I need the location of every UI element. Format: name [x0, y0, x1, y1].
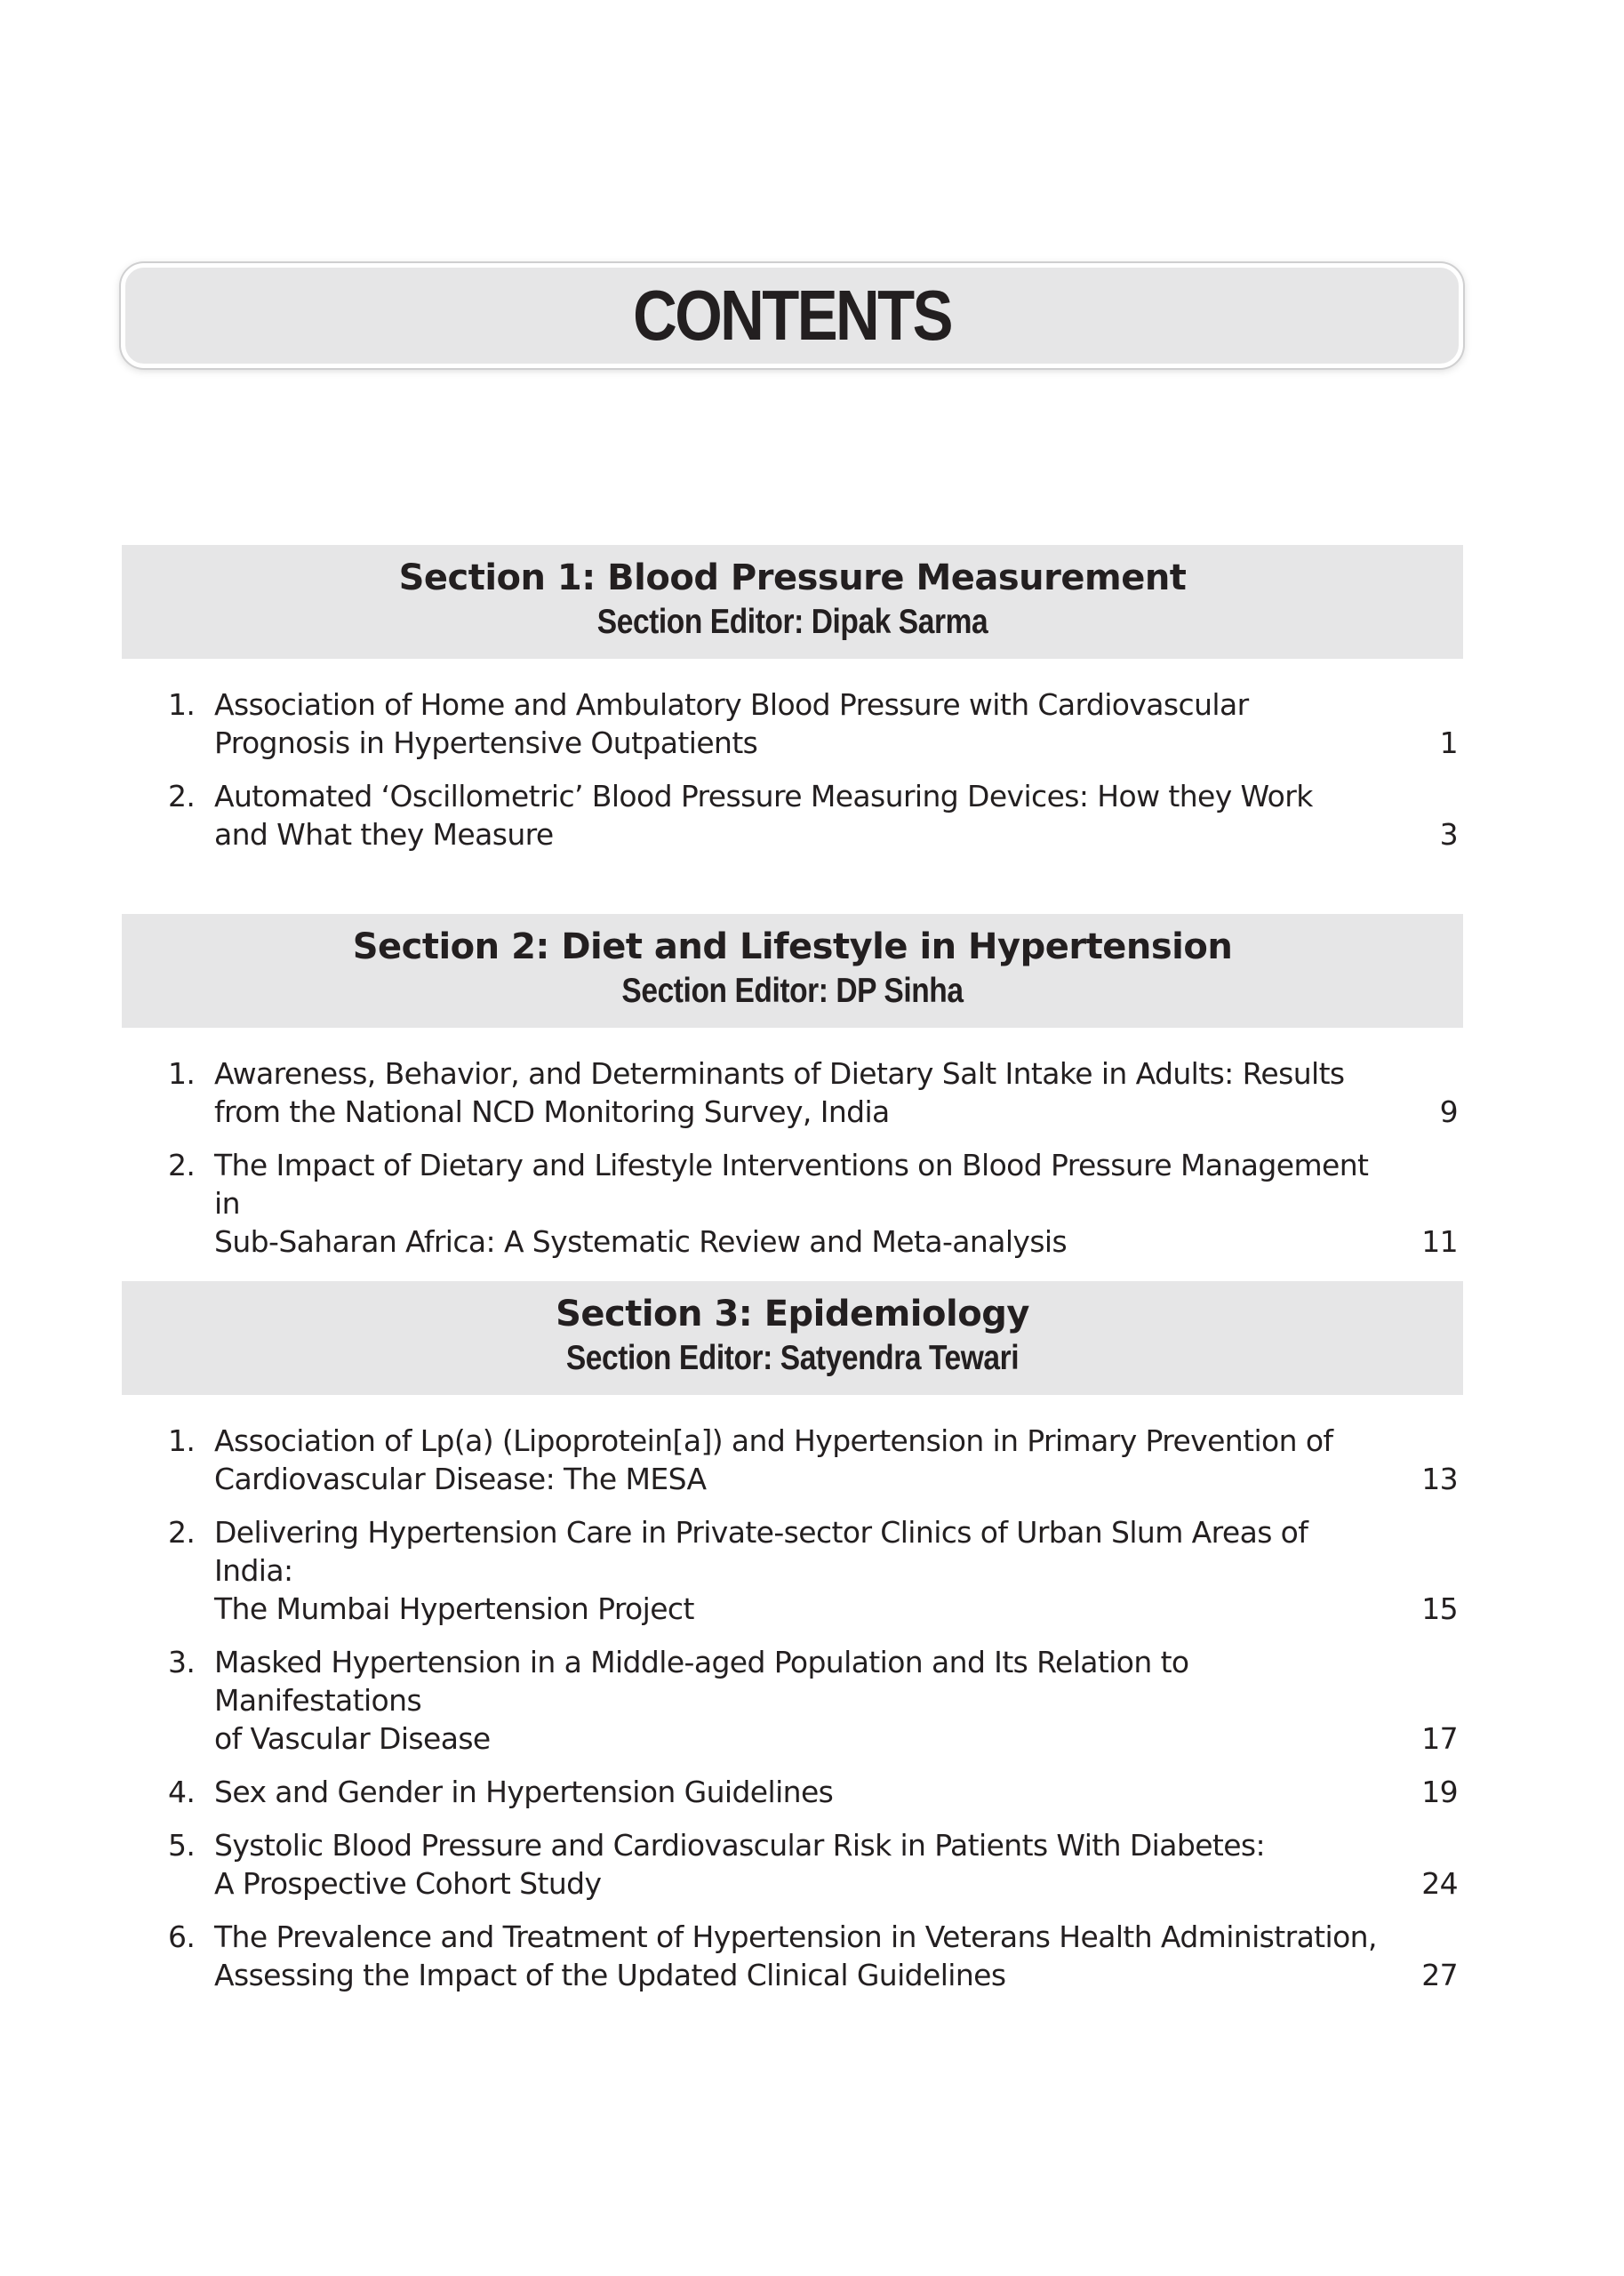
toc-entry[interactable]	[122, 1773, 1463, 1811]
entry-title: Delivering Hypertension Care in Private-sector Clinics of Urban Slum Areas of India: The Mumbai Hypertension Project	[214, 1515, 1308, 1626]
entry-page-number: 9	[1439, 1094, 1458, 1129]
entry-title: Automated ‘Oscillometric’ Blood Pressure Measuring Devices: How they Work and What they Measure	[214, 779, 1313, 852]
toc-entry[interactable]	[122, 1422, 1463, 1498]
entry-title: Association of Lp(a) (Lipoprotein[a]) and Hypertension in Primary Prevention of Cardiovascular Disease: The MESA	[214, 1423, 1333, 1496]
entry-title: The Impact of Dietary and Lifestyle Interventions on Blood Pressure Management in Sub-Saharan Africa: A Systematic Review and Meta-analysis	[214, 1148, 1369, 1259]
entry-title: Awareness, Behavior, and Determinants of Dietary Salt Intake in Adults: Results from the National NCD Monitoring Survey, India	[214, 1056, 1345, 1129]
toc-entry[interactable]	[122, 685, 1463, 762]
toc-entry[interactable]	[122, 1918, 1463, 1994]
section-editor: Section Editor: DP Sinha	[621, 972, 964, 1010]
toc-entry[interactable]	[122, 1643, 1463, 1758]
section-entries	[122, 685, 1463, 854]
section-entries	[122, 1422, 1463, 1994]
entry-page-number: 24	[1421, 1866, 1458, 1901]
section-2	[122, 914, 1463, 1276]
entry-number: 2.	[168, 1515, 196, 1550]
entry-number: 4.	[168, 1775, 196, 1809]
toc-entry[interactable]	[122, 1513, 1463, 1628]
section-editor: Section Editor: Dipak Sarma	[596, 603, 988, 641]
toc-entry[interactable]	[122, 1826, 1463, 1903]
section-title: Section 3: Epidemiology	[556, 1294, 1029, 1334]
entry-page-number: 3	[1439, 817, 1458, 852]
entry-title: Systolic Blood Pressure and Cardiovascular Risk in Patients With Diabetes: A Prospective Cohort Study	[214, 1828, 1266, 1901]
entry-title: Masked Hypertension in a Middle-aged Population and Its Relation to Manifestations of Vascular Disease	[214, 1645, 1189, 1756]
entry-number: 5.	[168, 1828, 196, 1863]
entry-page-number: 13	[1421, 1462, 1458, 1496]
section-header	[122, 914, 1463, 1028]
toc-entry[interactable]	[122, 1054, 1463, 1131]
contents-heading-box	[121, 263, 1463, 368]
section-header	[122, 1281, 1463, 1395]
section-editor: Section Editor: Satyendra Tewari	[565, 1339, 1020, 1377]
section-title: Section 1: Blood Pressure Measurement	[398, 557, 1187, 598]
entry-number: 1.	[168, 1423, 196, 1458]
entry-number: 1.	[168, 1056, 196, 1091]
section-1	[122, 545, 1463, 869]
entry-number: 6.	[168, 1919, 196, 1954]
contents-heading: CONTENTS	[633, 276, 951, 355]
entry-number: 3.	[168, 1645, 196, 1679]
section-header	[122, 545, 1463, 659]
entry-number: 2.	[168, 1148, 196, 1182]
entry-page-number: 27	[1421, 1958, 1458, 1992]
entry-page-number: 1	[1439, 725, 1458, 760]
entry-number: 2.	[168, 779, 196, 813]
entry-title: Sex and Gender in Hypertension Guidelines	[214, 1775, 834, 1809]
section-entries	[122, 1054, 1463, 1261]
entry-title: Association of Home and Ambulatory Blood Pressure with Cardiovascular Prognosis in Hypertensive Outpatients	[214, 687, 1249, 760]
entry-number: 1.	[168, 687, 196, 722]
entry-page-number: 11	[1421, 1224, 1458, 1259]
section-title: Section 2: Diet and Lifestyle in Hypertension	[352, 926, 1233, 967]
toc-entry[interactable]	[122, 1146, 1463, 1261]
entry-page-number: 15	[1421, 1591, 1458, 1626]
toc-entry[interactable]	[122, 777, 1463, 854]
entry-page-number: 17	[1421, 1721, 1458, 1756]
section-3	[122, 1281, 1463, 2009]
entry-title: The Prevalence and Treatment of Hypertension in Veterans Health Administration, Assessing the Impact of the Updated Clinical Guidelines	[214, 1919, 1377, 1992]
entry-page-number: 19	[1421, 1775, 1458, 1809]
